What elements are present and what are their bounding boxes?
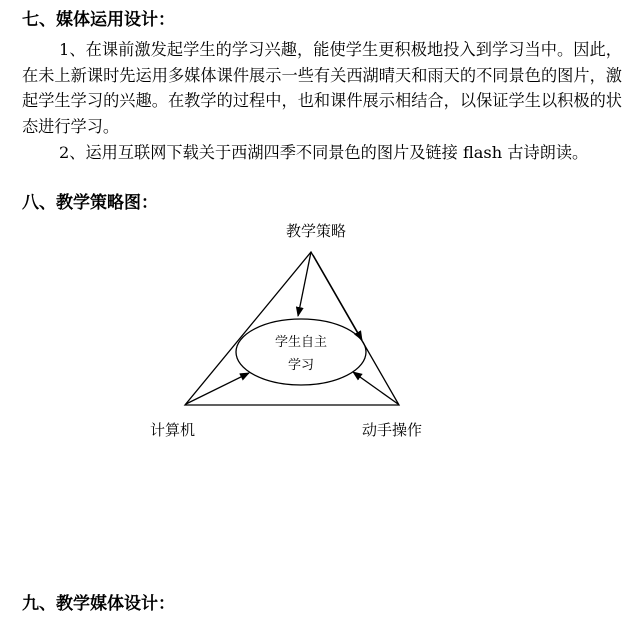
section-7-paragraph-1: 1、在课前激发起学生的学习兴趣，能使学生更积极地投入到学习当中。因此，在未上新课时先运用多媒体课件展示一些有关西湖晴天和雨天的不同景色的图片，激起学生学习的兴趣。在教学的过程中，也和课件展示相结合，以保证学生以积极的状态进行学习。 [22, 40, 622, 136]
arrow-right-to-center [353, 372, 398, 404]
diagram-center-line-1: 学生自主 [274, 335, 327, 350]
section-7-heading: 七、媒体运用设计： [22, 10, 175, 30]
diagram-center-label [248, 331, 354, 377]
section-8-heading: 八、教学策略图： [22, 193, 158, 213]
section-7-paragraph-2: 2、运用互联网下载关于西湖四季不同景色的图片及链接 flash 古诗朗读。 [59, 143, 589, 162]
diagram-left-label: 计算机 [150, 421, 196, 439]
arrow-left-to-center [186, 373, 249, 404]
section-9-heading: 九、教学媒体设计： [22, 594, 175, 614]
diagram-top-label: 教学策略 [286, 222, 347, 240]
arrow-top-to-center [298, 252, 311, 316]
diagram-center-line-2: 学习 [287, 358, 314, 373]
diagram-right-label: 动手操作 [362, 421, 423, 439]
arrow-top-to-ellipse-right [313, 255, 362, 340]
